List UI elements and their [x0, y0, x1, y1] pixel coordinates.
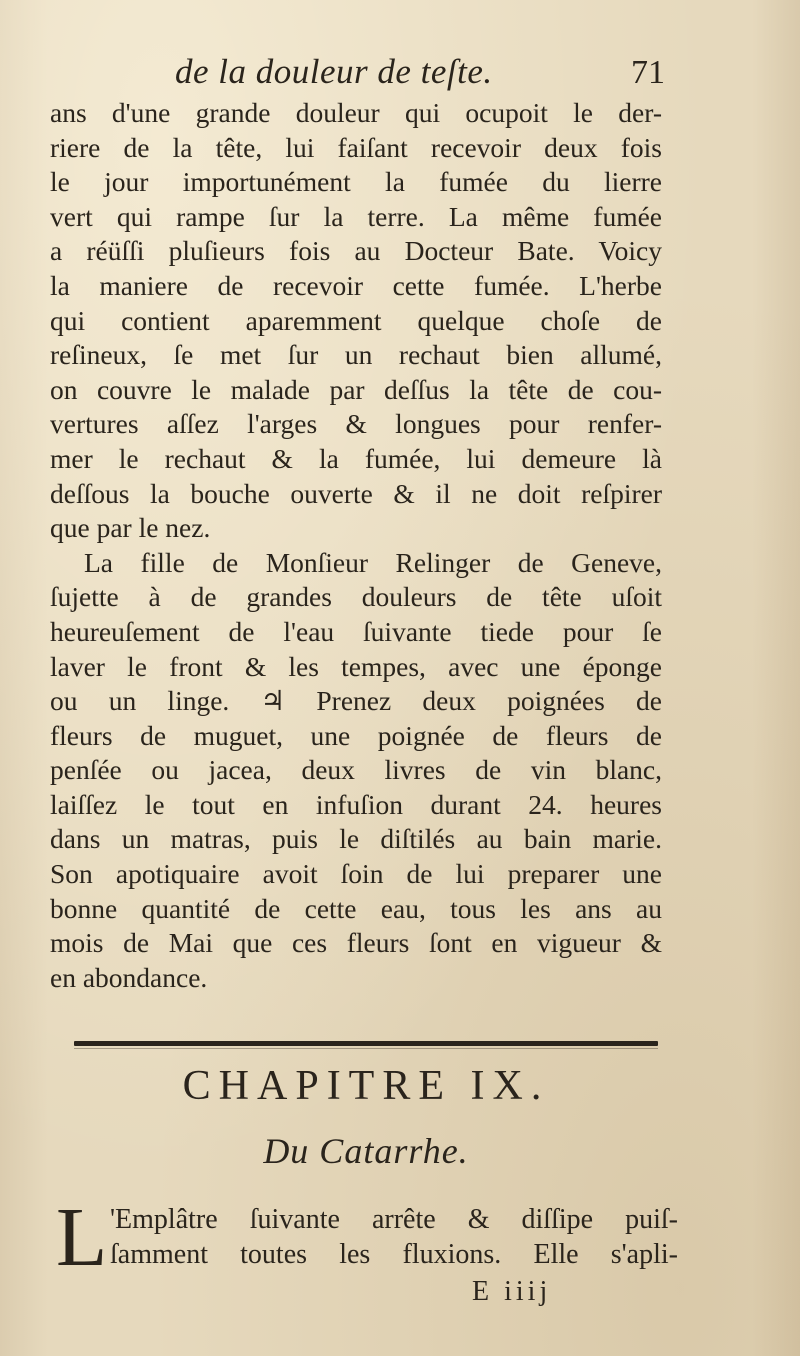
text-line: ſujette à de grandes douleurs de tête uſoit	[50, 581, 662, 613]
page-number: 71	[631, 54, 665, 91]
text-line: vert qui rampe ſur la terre. La même fumée	[50, 200, 662, 232]
text-line: en abondance.	[50, 961, 208, 993]
chapter-body	[110, 1203, 678, 1272]
paragraph-start-line: La fille de Monſieur Relinger de Geneve,	[84, 546, 662, 578]
text-line: a réüſſi pluſieurs fois au Docteur Bate. Voicy	[50, 235, 662, 267]
text-line: laver le front & les tempes, avec une éponge	[50, 650, 662, 682]
text-line: mer le rechaut & la fumée, lui demeure là	[50, 442, 662, 474]
text-line: fleurs de muguet, une poignée de fleurs de	[50, 719, 662, 751]
text-line: la maniere de recevoir cette fumée. L'herbe	[50, 269, 662, 301]
text-line: reſineux, ſe met ſur un rechaut bien allumé,	[50, 339, 662, 371]
drop-cap: L	[56, 1191, 108, 1284]
text-line: on couvre le malade par deſſus la tête de cou-	[50, 373, 662, 405]
text-line: ans d'une grande douleur qui ocupoit le der-	[50, 97, 662, 128]
text-line: 'Emplâtre ſuivante arrête & diſſipe puiſ-	[110, 1204, 678, 1235]
text-line: Son apotiquaire avoit ſoin de lui preparer une	[50, 858, 662, 890]
text-line: dans un matras, puis le diſtilés au bain marie.	[50, 823, 662, 855]
text-line: ſamment toutes les fluxions. Elle s'apli-	[110, 1238, 678, 1270]
text-line: laiſſez le tout en infuſion durant 24. heures	[50, 788, 662, 820]
text-line: que par le nez.	[50, 512, 211, 544]
text-line: vertures aſſez l'arges & longues pour renfer-	[50, 408, 662, 440]
chapter-heading: CHAPITRE IX.	[182, 1063, 550, 1109]
text-line: le jour importunément la fumée du lierre	[50, 166, 662, 198]
text-line: ou un linge. ♃ Prenez deux poignées de	[50, 685, 662, 717]
text-line: deſſous la bouche ouverte & il ne doit reſpirer	[50, 477, 662, 509]
running-head	[175, 52, 665, 96]
text-line: heureuſement de l'eau ſuivante tiede pour ſe	[50, 615, 662, 647]
body-text	[50, 96, 662, 995]
text-line: riere de la tête, lui faiſant recevoir deux fois	[50, 131, 662, 163]
chapter-divider-rule	[74, 1041, 658, 1046]
text-line: bonne quantité de cette eau, tous les ans au	[50, 892, 662, 924]
text-line: penſée ou jacea, deux livres de vin blanc,	[50, 754, 662, 786]
text-line: mois de Mai que ces fleurs ſont en vigueur &	[50, 927, 662, 959]
signature-mark: E iiij	[472, 1276, 552, 1307]
chapter-subtitle: Du Catarrhe.	[263, 1131, 469, 1171]
running-title: de la douleur de teſte.	[175, 52, 493, 91]
text-line: qui contient aparemment quelque choſe de	[50, 304, 662, 336]
